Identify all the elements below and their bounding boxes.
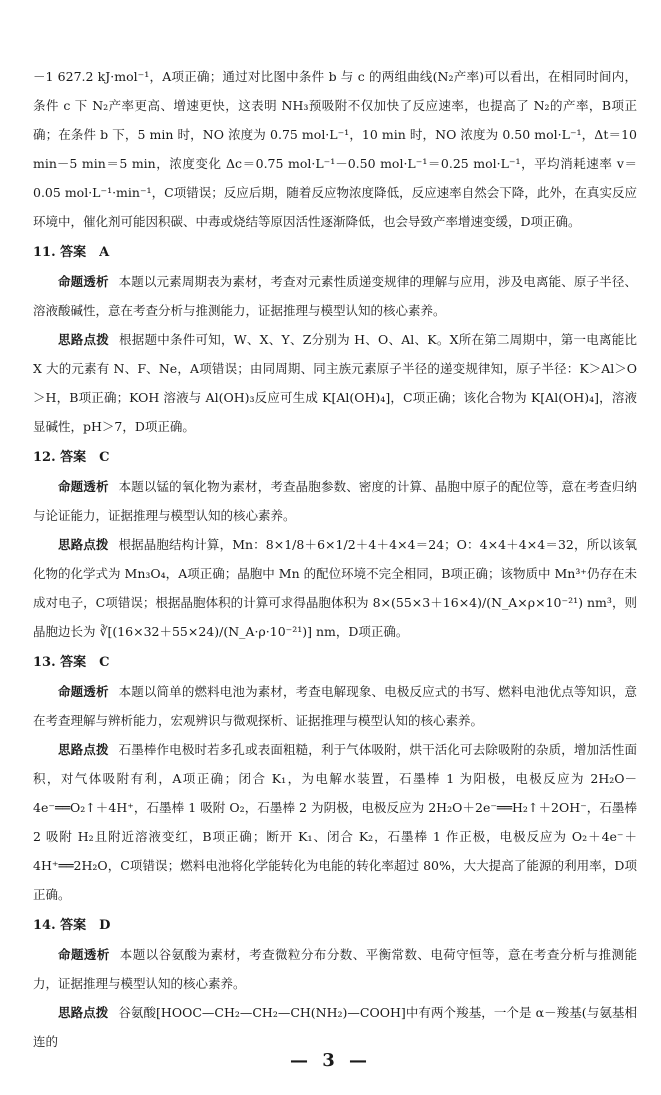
- q11-analysis: [33, 267, 637, 325]
- q11-hint-text: 根据题中条件可知，W、X、Y、Z分别为 H、O、Al、K。X所在第二周期中，第一电离能比 X 大的元素有 N、F、Ne，A项错误；由同周期、同主族元素原子半径的递变规律知，原子半径：K＞Al＞O＞H，B项正确；KOH 溶液与 Al(OH)₃反应可生成 K[Al(OH)₄]，C项正确；该化合物为 K[Al(OH)₄]，溶液显碱性，pH＞7，D项正确。: [33, 332, 637, 434]
- q14-analysis-text: 本题以谷氨酸为素材，考查微粒分布分数、平衡常数、电荷守恒等，意在考查分析与推测能力，证据推理与模型认知的核心素养。: [33, 947, 637, 991]
- q14-analysis-label: 命题透析: [58, 947, 110, 962]
- q12-hint-label: 思路点拨: [58, 537, 109, 552]
- q12-answer-head: 12. 答案 C: [33, 450, 110, 465]
- q10-continuation: －1 627.2 kJ·mol⁻¹，A项正确；通过对比图中条件 b 与 c 的两组曲线(N₂产率)可以看出，在相同时间内，条件 c 下 N₂产率更高、增速更快，这表明 NH₃预吸附不仅加快了反应速率，也提高了 N₂的产率，B项正确；在条件 b 下，5 min 时，NO 浓度为 0.75 mol·L⁻¹，10 min 时，NO 浓度为 0.50 mol·L⁻¹，Δt＝10 min－5 min＝5 min，浓度变化 Δc＝0.75 mol·L⁻¹－0.50 mol·L⁻¹＝0.25 mol·L⁻¹，平均消耗速率 v＝0.05 mol·L⁻¹·min⁻¹，C项错误；反应后期，随着反应物浓度降低，反应速率自然会下降，此外，在真实反应环境中，催化剂可能因积碳、中毒或烧结等原因活性逐渐降低，也会导致产率增速变缓，D项正确。: [33, 69, 637, 229]
- q13-block: [33, 648, 637, 909]
- q12-hint: [33, 530, 637, 646]
- q12-hint-text: 根据晶胞结构计算，Mn：8×1/8＋6×1/2＋4＋4×4＝24；O：4×4＋4×4＝32，所以该氧化物的化学式为 Mn₃O₄，A项正确；晶胞中 Mn 的配位环境不完全相同，B项正确；该物质中 Mn³⁺仍存在未成对电子，C项错误；根据晶胞体积的计算可求得晶胞体积为 8×(55×3＋16×4)/(N_A×ρ×10⁻²¹) nm³，则晶胞边长为 ∛[(16×32＋55×24)/(N_A·ρ·10⁻²¹)] nm，D项正确。: [33, 537, 637, 639]
- q11-answer-head: 11. 答案 A: [33, 245, 110, 260]
- q13-answer-head: 13. 答案 C: [33, 655, 110, 670]
- q11-hint: [33, 325, 637, 441]
- q11-analysis-text: 本题以元素周期表为素材，考查对元素性质递变规律的理解与应用，涉及电离能、原子半径、溶液酸碱性，意在考查分析与推测能力，证据推理与模型认知的核心素养。: [33, 274, 637, 318]
- q11-hint-label: 思路点拨: [58, 332, 109, 347]
- q11-block: [33, 238, 637, 441]
- q13-analysis-text: 本题以简单的燃料电池为素材，考查电解现象、电极反应式的书写、燃料电池优点等知识，意在考查理解与辨析能力，宏观辨识与微观探析、证据推理与模型认知的核心素养。: [33, 684, 637, 728]
- q14-hint: [33, 998, 637, 1056]
- q13-analysis: [33, 677, 637, 735]
- q13-hint-text: 石墨棒作电极时若多孔或表面粗糙，利于气体吸附，烘干活化可去除吸附的杂质，增加活性面积，对气体吸附有利，A项正确；闭合 K₁，为电解水装置，石墨棒 1 为阳极，电极反应为 2H₂O－4e⁻══O₂↑＋4H⁺，石墨棒 1 吸附 O₂，石墨棒 2 为阴极，电极反应为 2H₂O＋2e⁻══H₂↑＋2OH⁻，石墨棒 2 吸附 H₂且附近溶液变红，B项正确；断开 K₁、闭合 K₂，石墨棒 1 作正极，电极反应为 O₂＋4e⁻＋4H⁺══2H₂O，C项错误；燃料电池将化学能转化为电能的转化率超过 80%，大大提高了能源的利用率，D项正确。: [33, 742, 637, 902]
- q12-analysis: [33, 472, 637, 530]
- q12-analysis-label: 命题透析: [58, 479, 109, 494]
- page-number: — 3 —: [289, 1050, 372, 1071]
- q14-analysis: [33, 940, 637, 998]
- q14-hint-label: 思路点拨: [58, 1005, 109, 1020]
- q13-hint: [33, 735, 637, 909]
- q14-answer-head: 14. 答案 D: [33, 918, 111, 933]
- q14-hint-text: 谷氨酸[HOOC—CH₂—CH₂—CH(NH₂)—COOH]中有两个羧基，一个是 α－羧基(与氨基相连的: [33, 1005, 637, 1049]
- q11-analysis-label: 命题透析: [58, 274, 109, 289]
- q12-analysis-text: 本题以锰的氧化物为素材，考查晶胞参数、密度的计算、晶胞中原子的配位等，意在考查归纳与论证能力，证据推理与模型认知的核心素养。: [33, 479, 637, 523]
- q12-block: [33, 443, 637, 646]
- q14-block: [33, 911, 637, 1056]
- q13-hint-label: 思路点拨: [58, 742, 109, 757]
- q13-analysis-label: 命题透析: [58, 684, 109, 699]
